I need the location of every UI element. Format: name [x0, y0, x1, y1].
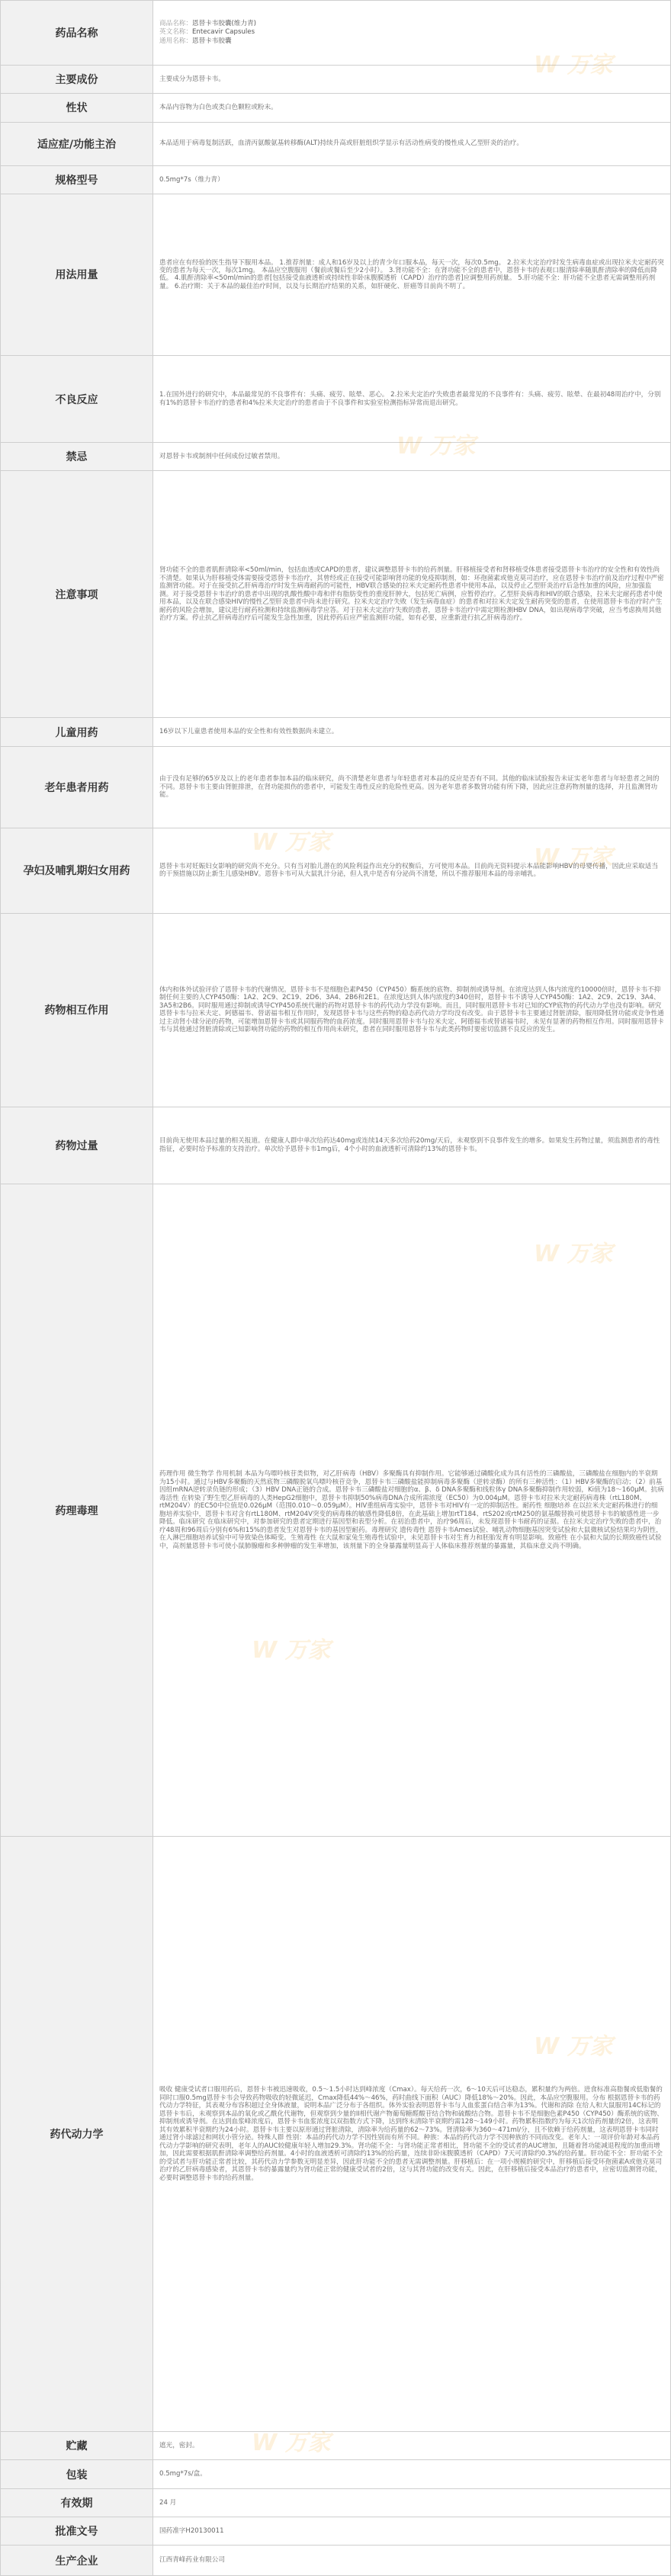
row-shelf-life — [1, 2488, 671, 2517]
row-pregnancy-lactation — [1, 828, 671, 913]
row-geriatric-use — [1, 746, 671, 828]
row-drug-interactions — [1, 913, 671, 1107]
row-indications — [1, 122, 671, 165]
label-approval-number: 批准文号 — [1, 2517, 153, 2545]
content-contraindications: 对恩替卡韦或制剂中任何成份过敏者禁用。 — [153, 443, 671, 471]
content-pharmacokinetics: 吸收 健康受试者口服用药后，恩替卡韦被迅速吸收，0.5～1.5小时达到峰浓度（Cmax）。每天给药一次，6～10天后可达稳态，累积量约为两倍。进食标准高脂餐或低脂餐的同时口服0.5mg恩替卡韦会导致药物吸收的轻微延迟，Cmax降低44%～46%，药时曲线下面积（AUC）降低18%～20%。因此，本品应空腹服用。分布 根据恩替卡韦的药代动力学特征，其表观分布容积超过全身体液量，说明本品广泛分布于各组织。体外实验表明恩替卡韦与人血浆蛋白结合率为13%。代谢和消除 在给人和大鼠服用14C标记的恩替卡韦后，未观察到本品的氧化或乙酰化代谢物，但观察到少量的II相代谢产物葡萄糖醛酸苷结合物和硫酸结合物。恩替卡韦不是细胞色素P450（CYP450）酶系统的底物、抑制剂或诱导剂。在达到血浆峰浓度后，恩替卡韦血浆浓度以双指数方式下降，达到终末清除半衰期约需128～149小时。药物累积指数约为每天1次给药剂量的2倍，这表明其有效累积半衰期约为24小时。恩替卡韦主要以原形通过肾脏清除，清除率为给药量的62～73%。肾清除率为360～471ml/分，且不依赖于给药剂量，这表明恩替卡韦同时通过肾小球滤过和网状小管分泌。特殊人群 性别：本品的药代动力学不因性别而有所不同。种族：本品的药代动力学不因种族的不同而改变。老年人：一项评价年龄对本品药代动力学影响的研究表明，老年人的AUC较健康年轻人增加29.3%。肾功能不全：与肾功能正常者相比，肾功能不全的受试者的AUC增加，且随着肾功能减退程度的加重而增加，因此需要根据肌酐清除率调整给药剂量。4小时的血液透析可清除约13%的给药量，连续非卧床腹膜透析（CAPD）7天可清除约0.3%的给药量。肝功能不全：肝功能不全的受试者与肝功能正常者比较，其药代动力学参数无明显差异，因此肝功能不全的患者无需调整剂量。肝移植后：在一项小规模的研究中，肝移植后接受环孢菌素A或他克莫司治疗的乙肝病毒感染者，其恩替卡韦的暴露量约为肾功能正常的健康受试者的2倍，这与其肾功能的改变有关。因此，在肝移植后接受本品治疗的患者中，应密切监测肾功能，必要时调整恩替卡韦的给药剂量。 — [153, 1837, 671, 2432]
row-drug-name — [1, 1, 671, 66]
content-drug-interactions: 体内和体外试验评价了恩替卡韦的代谢情况。恩替卡韦不是细胞色素P450（CYP450）酶系统的底物、抑制剂或诱导剂。在浓度达到人体内浓度约10000倍时，恩替卡韦不抑制任何主要的人CYP450酶：1A2、2C9、2C19、2D6、3A4、2B6和2E1。在浓度达到人体内浓度约340倍时，恩替卡韦不诱导人CYP450酶：1A2、2C9、2C19、3A4、3A5和2B6。同时服用通过抑制或诱导CYP450系统代谢的药物对恩替卡韦的药代动力学没有影响。而且，同时服用恩替卡韦对已知的CYP底物的药代动力学也没有影响。研究恩替卡韦与拉米夫定、阿德福韦、替诺福韦相互作用时，发现恩替卡韦与这些药物的稳态药代动力学均没有改变。由于恩替卡韦主要通过肾脏清除，服用降低肾功能或竞争性通过主动肾小球分泌的药物，可能增加恩替卡韦或其同服药物的血药浓度。同时服用恩替卡韦与拉米夫定、阿德福韦或替诺福韦时，未见有显著的药物相互作用。同时服用恩替卡韦与其他通过肾脏清除或已知影响肾功能的药物的相互作用尚未研究，患者在同时服用恩替卡韦与此类药物时要密切监测不良反应的发生。 — [153, 913, 671, 1107]
content-indications: 本品适用于病毒复制活跃，血清丙氨酸氨基转移酶(ALT)持续升高或肝脏组织学显示有活动性病变的慢性成人乙型肝炎的治疗。 — [153, 122, 671, 165]
label-drug-interactions: 药物相互作用 — [1, 913, 153, 1107]
label-adverse-reactions: 不良反应 — [1, 356, 153, 443]
label-contraindications: 禁忌 — [1, 443, 153, 471]
content-approval-number: 国药准字H20130011 — [153, 2517, 671, 2545]
content-storage: 遮光，密封。 — [153, 2432, 671, 2460]
content-pregnancy-lactation: 恩替卡韦对妊娠妇女影响的研究尚不充分。只有当对胎儿潜在的风险利益作出充分的权衡后，方可使用本品。目前尚无资料提示本品能影响HBV的母婴传播，因此应采取适当的干预措施以防止新生儿感染HBV。恩替卡韦可从大鼠乳汁分泌，但人乳中是否有分泌尚不清楚，所以不推荐服用本品的母亲哺乳。 — [153, 828, 671, 913]
label-overdose: 药物过量 — [1, 1107, 153, 1184]
label-pharmacokinetics: 药代动力学 — [1, 1837, 153, 2432]
row-package — [1, 2460, 671, 2488]
content-pediatric-use: 16岁以下儿童患者使用本品的安全性和有效性数据尚未建立。 — [153, 718, 671, 746]
label-drug-name: 药品名称 — [1, 1, 153, 66]
content-overdose: 目前尚无使用本品过量的相关报道。在健康人群中单次给药达40mg或连续14天多次给药20mg/天后，未观察到不良事件发生的增多。如果发生药物过量，须监测患者的毒性指征，必要时给予标准的支持治疗。单次给予恩替卡韦1mg后，4个小时的血液透析可清除约13%的恩替卡韦。 — [153, 1107, 671, 1184]
row-manufacturer — [1, 2546, 671, 2576]
english-name-value: Entecavir Capsules — [191, 28, 255, 37]
trade-name-value: 恩替卡韦胶囊(维力青) — [191, 19, 257, 27]
row-adverse-reactions — [1, 356, 671, 443]
row-ingredients — [1, 66, 671, 94]
content-adverse-reactions: 1.在国外进行的研究中，本品最常见的不良事件有：头痛、疲劳、眩晕、恶心。 2.拉米夫定治疗失败患者最常见的不良事件有：头痛、疲劳、眩晕、在最初48周治疗中，分别有1%的恩替卡韦治疗的患者和4%拉米夫定治疗的患者由于不良事件和实验室检测指标异常而退出研究。 — [153, 356, 671, 443]
label-pregnancy-lactation: 孕妇及哺乳期妇女用药 — [1, 828, 153, 913]
row-storage — [1, 2432, 671, 2460]
watermark-logo: W 万家 — [534, 52, 613, 78]
label-geriatric-use: 老年患者用药 — [1, 746, 153, 828]
row-pharmacokinetics — [1, 1837, 671, 2432]
label-storage: 贮藏 — [1, 2432, 153, 2460]
row-pharmacology-toxicology — [1, 1184, 671, 1837]
watermark-logo: W 万家 — [534, 1241, 613, 1267]
row-contraindications — [1, 443, 671, 471]
trade-name-line — [159, 20, 664, 29]
row-precautions — [1, 471, 671, 718]
label-precautions: 注意事项 — [1, 471, 153, 718]
english-name-key: 英文名称： — [159, 28, 192, 37]
watermark-logo: W 万家 — [252, 829, 331, 856]
label-shelf-life: 有效期 — [1, 2488, 153, 2517]
content-appearance: 本品内容物为白色或类白色颗粒或粉末。 — [153, 94, 671, 122]
generic-name-key: 通用名称： — [159, 37, 192, 45]
content-manufacturer: 江西青峰药业有限公司 — [153, 2546, 671, 2576]
label-package: 包装 — [1, 2460, 153, 2488]
content-pharmacology-toxicology: 药理作用 微生物学 作用机制 本品为鸟嘌呤核苷类似物，对乙肝病毒（HBV）多聚酶具有抑制作用。它能够通过磷酸化成为具有活性的三磷酸盐，三磷酸盐在细胞内的半衰期为15小时。通过与HBV多聚酶的天然底物三磷酸脱氧鸟嘌呤核苷竞争，恩替卡韦三磷酸盐能抑制病毒多聚酶（逆转录酶）的所有三种活性：（1）HBV多聚酶的启动；（2）前基因组mRNA逆转录负链的形成；（3）HBV DNA正链的合成。恩替卡韦三磷酸盐对细胞的α、β、δ DNA多聚酶和线粒体γ DNA多聚酶抑制作用较弱，Ki值为18～160μM。抗病毒活性 在转染了野生型乙肝病毒的人类HepG2细胞中，恩替卡韦抑制50%病毒DNA合成所需浓度（EC50）为0.004μM。恩替卡韦对拉米夫定耐药病毒株（rtL180M、rtM204V）的EC50中位值是0.026μM（范围0.010～0.059μM）。HIV重组病毒实验中，恩替卡韦对HIV有一定的抑制活性。耐药性 细胞培养 在以拉米夫定耐药株进行的细胞培养实验中，恩替卡韦对含有rtL180M、rtM204V突变的病毒株的敏感性降低8倍，在此基础上增加rtT184、rtS202或rtM250的氨基酸替换可使恩替卡韦的敏感性进一步降低。临床研究 在临床研究中，对参加研究的患者定期进行基因型和表型分析。在初治患者中，治疗96周后，未发现恩替卡韦耐药的证据。在拉米夫定治疗失败的患者中，治疗48周和96周后分别有6%和15%的患者发生对恩替卡韦的基因型耐药。毒理研究 遗传毒性 恩替卡韦Ames试验、哺乳动物细胞基因突变试验和大鼠微核试验结果均为阴性，在人淋巴细胞培养试验中可导致染色体畸变。生殖毒性 在大鼠和家兔生殖毒性试验中，未见恩替卡韦对生育力和胚胎发育有明显影响。致癌性 在小鼠和大鼠的长期致癌性试验中，高剂量恩替卡韦可使小鼠肺腺瘤和多种肿瘤的发生率增加，该剂量下的全身暴露量明显高于人体临床推荐剂量的暴露量，其临床意义尚不明确。 — [153, 1184, 671, 1837]
watermark-logo: W 万家 — [252, 1637, 331, 1664]
row-appearance — [1, 94, 671, 122]
watermark-logo: W 万家 — [252, 2430, 331, 2456]
content-drug-name — [153, 1, 671, 66]
label-pharmacology-toxicology: 药理毒理 — [1, 1184, 153, 1837]
watermark-logo: W 万家 — [396, 433, 476, 460]
label-pediatric-use: 儿童用药 — [1, 718, 153, 746]
label-ingredients: 主要成份 — [1, 66, 153, 94]
label-manufacturer: 生产企业 — [1, 2546, 153, 2576]
content-shelf-life: 24 月 — [153, 2488, 671, 2517]
label-dosage: 用法用量 — [1, 194, 153, 355]
content-precautions: 肾功能不全的患者肌酐清除率<50ml/min，包括血透或CAPD的患者，建议调整恩替卡韦的给药剂量。肝移植接受者和肾移植受体患者接受恩替卡韦治疗的安全性和有效性尚不清楚。如果认为肝移植受体需要接受恩替卡韦治疗，其曾经或正在接受可能影响肾功能的免疫抑制剂，如：环孢菌素或他克莫司治疗，应在恩替卡韦治疗前及治疗过程中严密监测肾功能。对于在接受抗乙肝病毒治疗时发生病毒耐药的可能性，HBV联合感染的拉米夫定耐药性患者中使用本品，以及停止乙型肝炎治疗后急性加重的风险，应加强监测。对于接受恩替卡韦治疗的患者中出现的乳酸性酸中毒和伴有脂肪变性的重度肝肿大，包括死亡病例，应暂停治疗。乙型肝炎病毒和HIV的联合感染，拉米夫定耐药患者中使用本品，以及在联合感染HIV的慢性乙型肝炎患者中尚未进行研究。拉米夫定治疗失败（发生病毒血症）的患者和对拉米夫定发生耐药突变的患者，在使用恩替卡韦治疗时产生耐药的风险会增加，建议进行耐药检测和持续监测病毒学应答。对于拉米夫定治疗失败的患者，恩替卡韦治疗中需定期检测HBV DNA，如出现病毒学突破，应当考虑换用其他治疗方案。停止抗乙肝病毒治疗后可能发生急性加重，因此停药后应严密监测肝功能，如有必要，应重新进行抗乙肝病毒治疗。 — [153, 471, 671, 718]
content-ingredients: 主要成分为恩替卡韦。 — [153, 66, 671, 94]
label-appearance: 性状 — [1, 94, 153, 122]
row-dosage — [1, 194, 671, 355]
content-specification: 0.5mg*7s（维力青） — [153, 165, 671, 194]
row-pediatric-use — [1, 718, 671, 746]
label-indications: 适应症/功能主治 — [1, 122, 153, 165]
label-specification: 规格型号 — [1, 165, 153, 194]
generic-name-value: 恩替卡韦胶囊 — [191, 37, 232, 45]
content-geriatric-use: 由于没有足够的65岁及以上的老年患者参加本品的临床研究，尚不清楚老年患者与年轻患者对本品的反应是否有不同。其他的临床试验报告未证实老年患者与年轻患者之间的不同。恩替卡韦主要由肾脏排泄，在肾功能损伤的患者中，可能发生毒性反应的危险性更高。因为老年患者多数肾功能有所下降，因此应注意药物剂量的选择，并且监测肾功能。 — [153, 746, 671, 828]
content-dosage: 患者应在有经验的医生指导下服用本品。 1.推荐剂量：成人和16岁及以上的青少年口服本品，每天一次，每次0.5mg。 2.拉米夫定治疗时发生病毒血症或出现拉米夫定耐药突变的患者为每天一次，每次1mg。 本品应空腹服用（餐前或餐后至少2小时）。 3.肾功能不全：在肾功能不全的患者中，恩替卡韦的表观口服清除率随肌酐清除率的降低而降低。 4.肌酐清除率<50ml/min的患者[包括接受血液透析或持续性非卧床腹膜透析（CAPD）治疗的患者]应调整用药剂量。 5.肝功能不全：肝功能不全患者无需调整用药剂量。 6.治疗期：关于本品的最佳治疗时间，以及与长期治疗结果的关系，如肝硬化、肝癌等目前尚不明了。 — [153, 194, 671, 355]
content-package: 0.5mg*7s/盒。 — [153, 2460, 671, 2488]
trade-name-key: 商品名称： — [159, 19, 192, 27]
english-name-line — [159, 28, 664, 37]
watermark-logo: W 万家 — [534, 2033, 613, 2060]
row-approval-number — [1, 2517, 671, 2545]
row-overdose — [1, 1107, 671, 1184]
row-specification — [1, 165, 671, 194]
generic-name-line — [159, 37, 664, 46]
watermark-logo: W 万家 — [534, 844, 613, 871]
